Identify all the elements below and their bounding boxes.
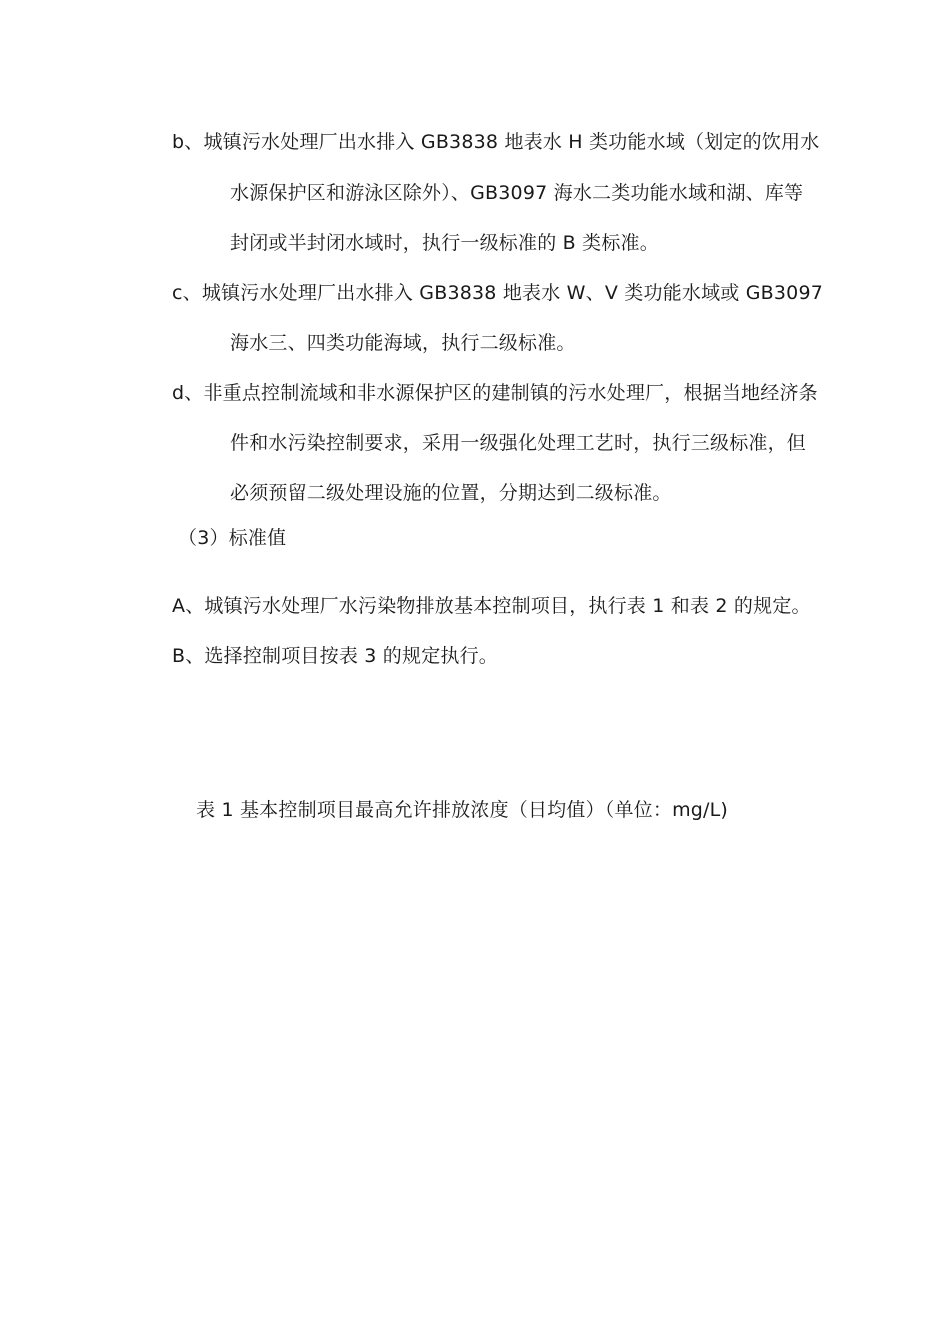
item-b-line-2: 水源保护区和游泳区除外）、GB3097 海水二类功能水域和湖、库等	[230, 182, 804, 204]
standard-b: B、选择控制项目按表 3 的规定执行。	[172, 645, 499, 667]
item-c-line-2: 海水三、四类功能海域，执行二级标准。	[230, 332, 576, 354]
item-b-line-1: b、城镇污水处理厂出水排入 GB3838 地表水 H 类功能水域（划定的饮用水	[172, 131, 820, 153]
table-caption: 表 1 基本控制项目最高允许排放浓度（日均值）（单位：mg/L)	[196, 799, 729, 821]
item-c-line-1: c、城镇污水处理厂出水排入 GB3838 地表水 W、V 类功能水域或 GB3097	[172, 282, 824, 304]
section-heading: （3）标准值	[178, 527, 287, 549]
standard-a: A、城镇污水处理厂水污染物排放基本控制项目，执行表 1 和表 2 的规定。	[172, 595, 811, 617]
item-d-line-1: d、非重点控制流域和非水源保护区的建制镇的污水处理厂，根据当地经济条	[172, 382, 818, 404]
item-b-line-3: 封闭或半封闭水域时，执行一级标准的 B 类标准。	[230, 232, 659, 254]
item-d-line-3: 必须预留二级处理设施的位置，分期达到二级标准。	[230, 482, 672, 504]
item-d-line-2: 件和水污染控制要求，采用一级强化处理工艺时，执行三级标准，但	[230, 432, 807, 454]
